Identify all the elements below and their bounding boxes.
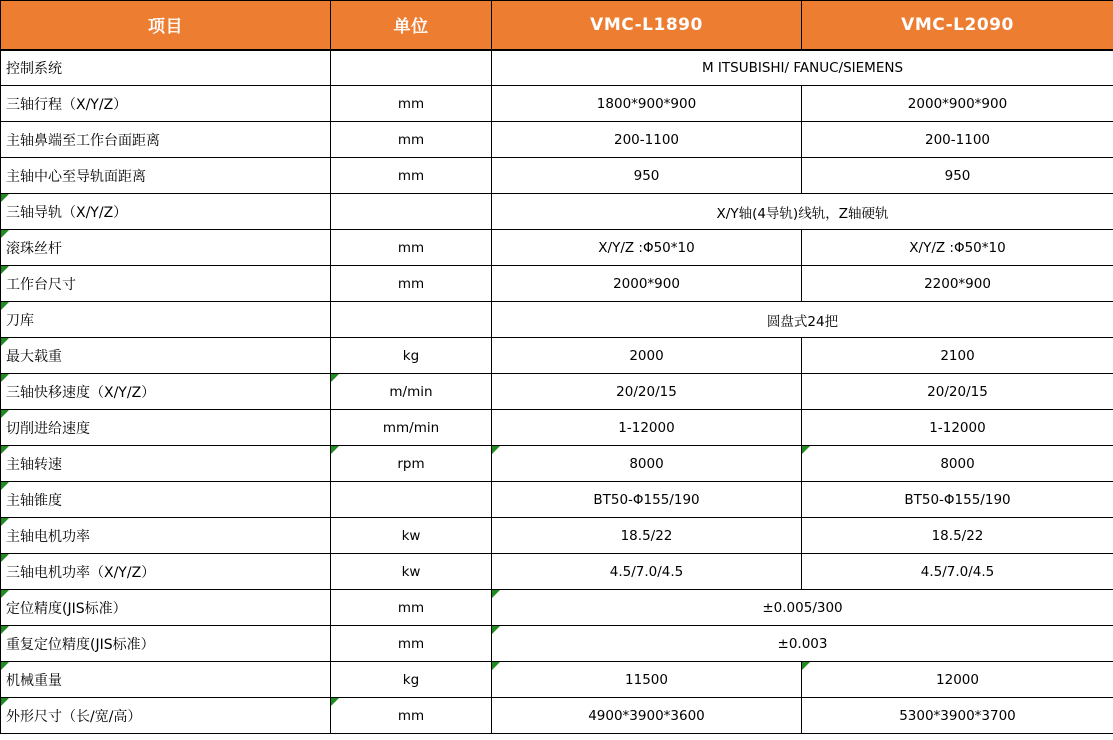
value-cell-model1: 2000 bbox=[492, 338, 802, 374]
value-cell-merged: ±0.005/300 bbox=[492, 590, 1113, 626]
value-cell-model2: 2100 bbox=[802, 338, 1113, 374]
unit-cell: rpm bbox=[331, 446, 492, 482]
spec-row bbox=[1, 410, 1113, 446]
spec-row bbox=[1, 482, 1113, 518]
item-cell: 定位精度(JIS标准） bbox=[1, 590, 331, 626]
unit-cell: mm bbox=[331, 590, 492, 626]
value-cell-model2: 18.5/22 bbox=[802, 518, 1113, 554]
spec-row bbox=[1, 554, 1113, 590]
value-cell-model1: 950 bbox=[492, 158, 802, 194]
value-cell-model2: 1-12000 bbox=[802, 410, 1113, 446]
header-cell-model2: VMC-L2090 bbox=[802, 1, 1113, 50]
unit-cell bbox=[331, 482, 492, 518]
value-cell-model1: 1-12000 bbox=[492, 410, 802, 446]
spec-row bbox=[1, 266, 1113, 302]
spec-row bbox=[1, 446, 1113, 482]
value-cell-model1: 8000 bbox=[492, 446, 802, 482]
value-cell-model2: 8000 bbox=[802, 446, 1113, 482]
spec-row bbox=[1, 590, 1113, 626]
unit-cell bbox=[331, 194, 492, 230]
value-cell-model1: 4900*3900*3600 bbox=[492, 698, 802, 734]
item-cell: 三轴行程（X/Y/Z） bbox=[1, 86, 331, 122]
unit-cell: mm bbox=[331, 626, 492, 662]
value-cell-model1: 1800*900*900 bbox=[492, 86, 802, 122]
item-cell: 主轴转速 bbox=[1, 446, 331, 482]
item-cell: 三轴快移速度（X/Y/Z） bbox=[1, 374, 331, 410]
unit-cell: kw bbox=[331, 518, 492, 554]
value-cell-model2: 2000*900*900 bbox=[802, 86, 1113, 122]
spec-row bbox=[1, 50, 1113, 86]
item-cell: 重复定位精度(JIS标准） bbox=[1, 626, 331, 662]
unit-cell: m/min bbox=[331, 374, 492, 410]
item-cell: 控制系统 bbox=[1, 50, 331, 86]
value-cell-model1: 18.5/22 bbox=[492, 518, 802, 554]
item-cell: 刀库 bbox=[1, 302, 331, 338]
unit-cell: kg bbox=[331, 338, 492, 374]
spec-row bbox=[1, 302, 1113, 338]
item-cell: 外形尺寸（长/宽/高） bbox=[1, 698, 331, 734]
unit-cell: mm bbox=[331, 230, 492, 266]
header-row bbox=[1, 1, 1113, 50]
spec-row bbox=[1, 158, 1113, 194]
item-cell: 三轴电机功率（X/Y/Z） bbox=[1, 554, 331, 590]
spec-table-body bbox=[1, 50, 1113, 734]
value-cell-model2: 950 bbox=[802, 158, 1113, 194]
item-cell: 机械重量 bbox=[1, 662, 331, 698]
unit-cell: kg bbox=[331, 662, 492, 698]
spec-row bbox=[1, 518, 1113, 554]
spec-row bbox=[1, 338, 1113, 374]
value-cell-merged: 圆盘式24把 bbox=[492, 302, 1113, 338]
unit-cell bbox=[331, 50, 492, 86]
value-cell-model1: BT50-Φ155/190 bbox=[492, 482, 802, 518]
value-cell-model2: 20/20/15 bbox=[802, 374, 1113, 410]
value-cell-model2: 200-1100 bbox=[802, 122, 1113, 158]
value-cell-model2: X/Y/Z :Φ50*10 bbox=[802, 230, 1113, 266]
unit-cell: mm/min bbox=[331, 410, 492, 446]
item-cell: 切削进给速度 bbox=[1, 410, 331, 446]
item-cell: 主轴电机功率 bbox=[1, 518, 331, 554]
value-cell-merged: X/Y轴(4导轨)线轨，Z轴硬轨 bbox=[492, 194, 1113, 230]
value-cell-model1: 4.5/7.0/4.5 bbox=[492, 554, 802, 590]
item-cell: 三轴导轨（X/Y/Z） bbox=[1, 194, 331, 230]
value-cell-model2: 5300*3900*3700 bbox=[802, 698, 1113, 734]
value-cell-model1: 200-1100 bbox=[492, 122, 802, 158]
spec-row bbox=[1, 122, 1113, 158]
item-cell: 最大载重 bbox=[1, 338, 331, 374]
value-cell-merged: M ITSUBISHI/ FANUC/SIEMENS bbox=[492, 50, 1113, 86]
unit-cell: mm bbox=[331, 122, 492, 158]
item-cell: 工作台尺寸 bbox=[1, 266, 331, 302]
value-cell-model2: 12000 bbox=[802, 662, 1113, 698]
unit-cell: mm bbox=[331, 266, 492, 302]
spec-table-header bbox=[1, 1, 1113, 50]
spec-row bbox=[1, 230, 1113, 266]
unit-cell bbox=[331, 302, 492, 338]
unit-cell: kw bbox=[331, 554, 492, 590]
header-cell-model1: VMC-L1890 bbox=[492, 1, 802, 50]
value-cell-model1: 11500 bbox=[492, 662, 802, 698]
unit-cell: mm bbox=[331, 158, 492, 194]
header-cell-unit: 单位 bbox=[331, 1, 492, 50]
header-cell-item: 项目 bbox=[1, 1, 331, 50]
spec-row bbox=[1, 626, 1113, 662]
value-cell-model1: 20/20/15 bbox=[492, 374, 802, 410]
item-cell: 滚珠丝杆 bbox=[1, 230, 331, 266]
value-cell-model2: BT50-Φ155/190 bbox=[802, 482, 1113, 518]
value-cell-merged: ±0.003 bbox=[492, 626, 1113, 662]
unit-cell: mm bbox=[331, 698, 492, 734]
value-cell-model2: 4.5/7.0/4.5 bbox=[802, 554, 1113, 590]
value-cell-model2: 2200*900 bbox=[802, 266, 1113, 302]
value-cell-model1: 2000*900 bbox=[492, 266, 802, 302]
spec-row bbox=[1, 698, 1113, 734]
spec-row bbox=[1, 662, 1113, 698]
spec-row bbox=[1, 194, 1113, 230]
item-cell: 主轴鼻端至工作台面距离 bbox=[1, 122, 331, 158]
spec-row bbox=[1, 86, 1113, 122]
unit-cell: mm bbox=[331, 86, 492, 122]
spec-row bbox=[1, 374, 1113, 410]
value-cell-model1: X/Y/Z :Φ50*10 bbox=[492, 230, 802, 266]
item-cell: 主轴中心至导轨面距离 bbox=[1, 158, 331, 194]
item-cell: 主轴锥度 bbox=[1, 482, 331, 518]
